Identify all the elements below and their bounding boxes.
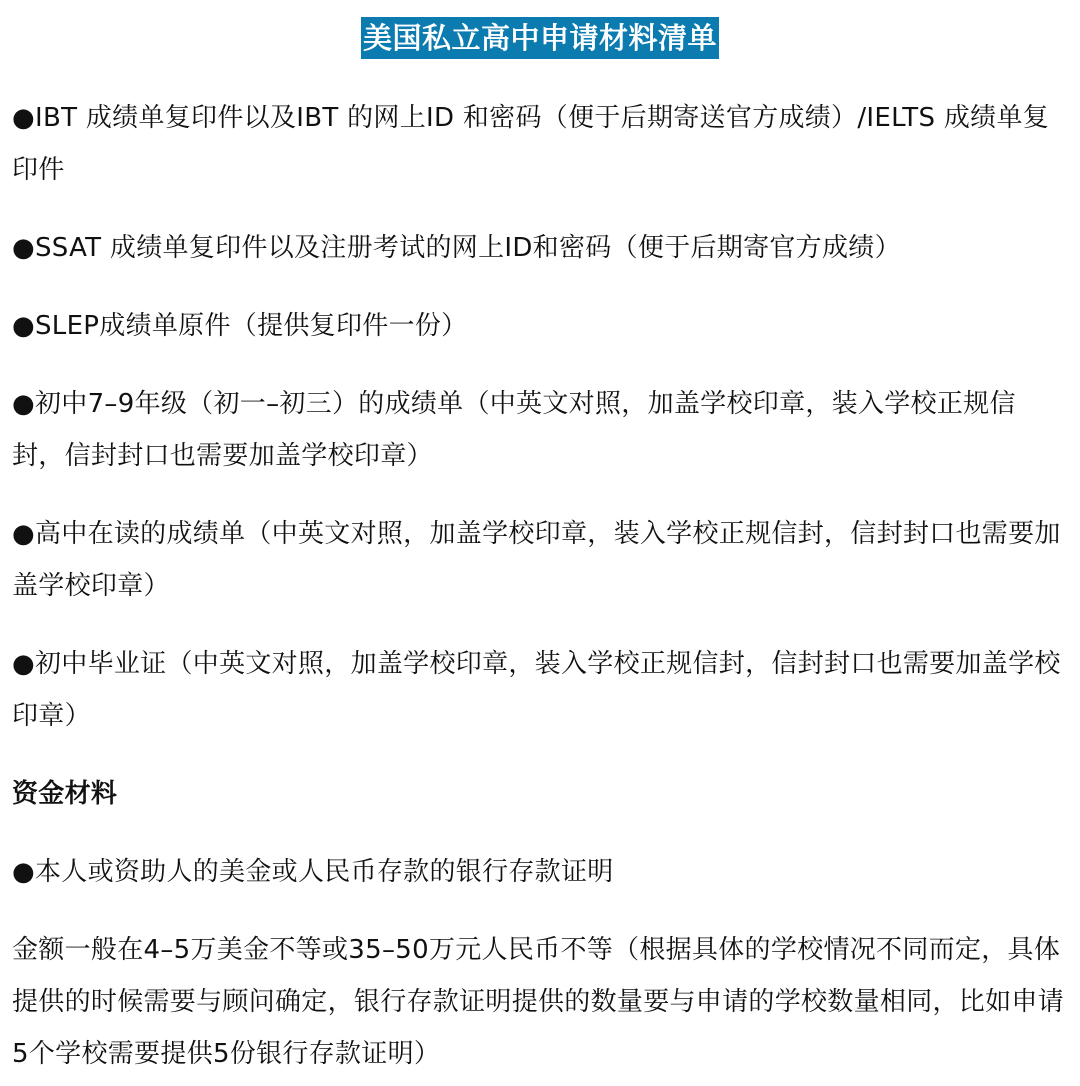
list-item: ●SLEP成绩单原件（提供复印件一份） (12, 311, 468, 341)
list-item: ●高中在读的成绩单（中英文对照，加盖学校印章，装入学校正规信封，信封封口也需要加盖学校印章） (12, 519, 1061, 601)
funds-heading: 资金材料 (12, 779, 118, 809)
funds-note: 金额一般在4–5万美金不等或35–50万元人民币不等（根据具体的学校情况不同而定，具体提供的时候需要与顾问确定，银行存款证明提供的数量要与申请的学校数量相同，比如申请5个学校需要提供5份银行存款证明） (12, 935, 1065, 1069)
title-row (12, 0, 1068, 62)
list-item: ●初中毕业证（中英文对照，加盖学校印章，装入学校正规信封，信封封口也需要加盖学校印章） (12, 649, 1061, 731)
page-title: 美国私立高中申请材料清单 (361, 17, 719, 59)
list-item: ●初中7–9年级（初一–初三）的成绩单（中英文对照，加盖学校印章，装入学校正规信封，信封封口也需要加盖学校印章） (12, 389, 1016, 471)
list-item: ●SSAT 成绩单复印件以及注册考试的网上ID和密码（便于后期寄官方成绩） (12, 233, 901, 263)
list-item: ●IBT 成绩单复印件以及IBT 的网上ID 和密码（便于后期寄送官方成绩）/IELTS 成绩单复印件 (12, 103, 1050, 185)
funds-item: ●本人或资助人的美金或人民币存款的银行存款证明 (12, 857, 614, 887)
